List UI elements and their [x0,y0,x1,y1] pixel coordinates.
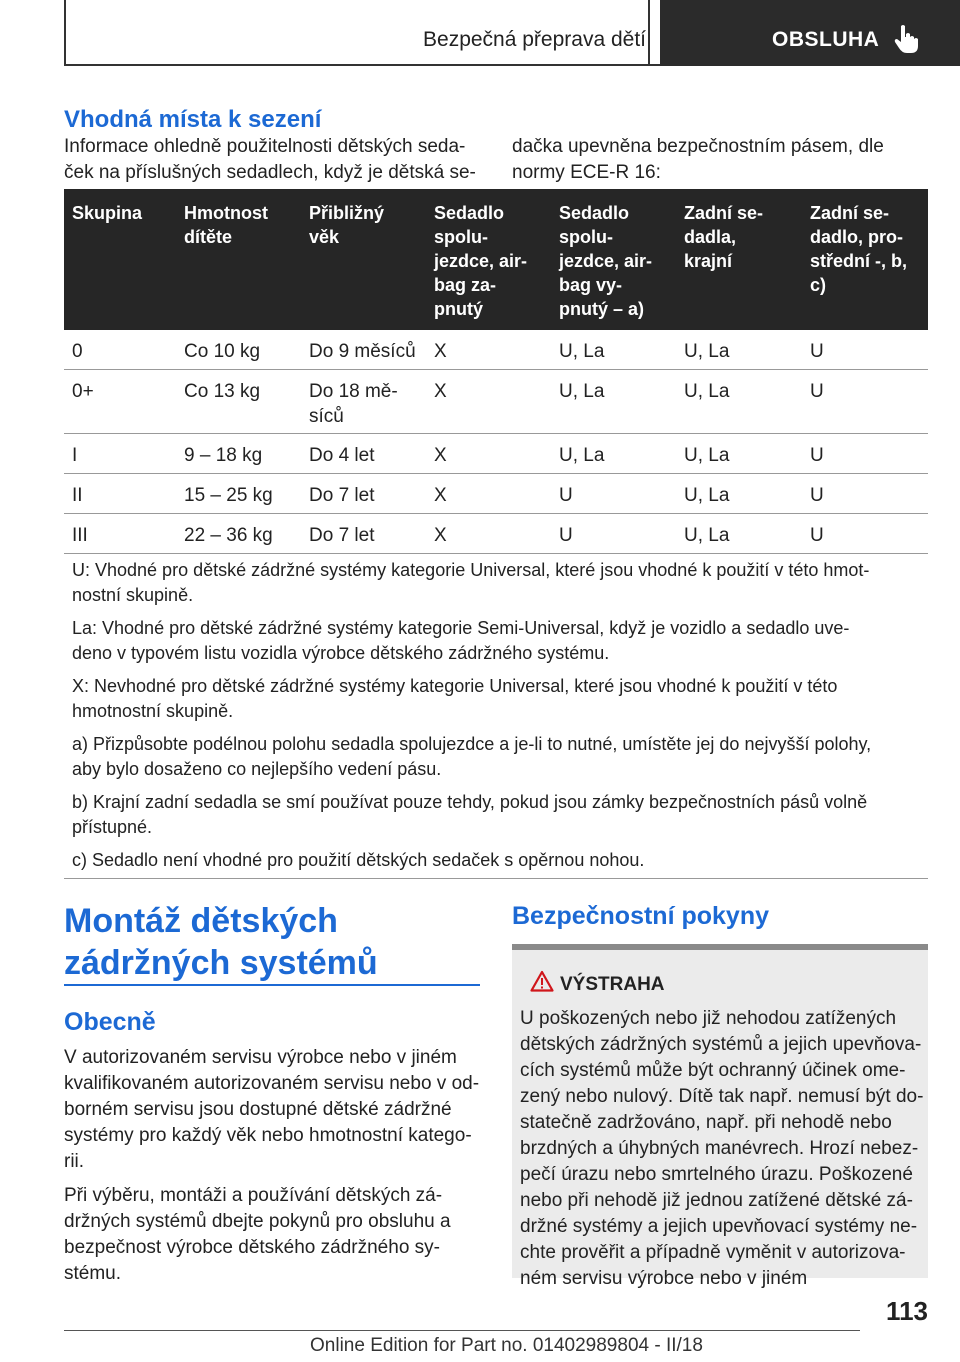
table-cell [434,339,447,364]
cell-text: X [434,381,447,402]
header-line: spolu- [559,227,613,247]
cell-text: II [72,485,83,506]
warning-text [520,1006,924,1292]
table-header-cell [810,201,907,297]
cell-text: X [434,341,447,362]
header-line: Sedadlo [559,203,630,223]
header-line: Skupina [72,203,143,223]
intro-text-left [64,134,504,186]
table-row [64,474,928,514]
table-header-cell [72,201,142,225]
header-line: Sedadlo [434,203,505,223]
text-line: systémy pro každý věk nebo hmotnostní katego- [64,1125,472,1146]
table-row [64,370,928,434]
table-header-cell [184,201,268,249]
footer-rule [64,1330,860,1331]
cell-text: 9 – 18 kg [184,445,263,466]
cell-text: U, La [684,341,730,362]
text-line: V autorizovaném servisu výrobce nebo v jiném [64,1047,457,1068]
warning-triangle-icon [530,970,554,992]
note-line: přístupné. [72,817,153,837]
header-line: dadlo, pro- [810,227,903,247]
text-line: chte prověřit a případně vyměnit v autorizova- [520,1242,906,1263]
cell-text: síců [309,406,344,427]
intro-line: normy ECE-R 16: [512,162,661,183]
cell-text: Co 10 kg [184,341,261,362]
table-cell [309,483,374,508]
table-cell [810,379,824,404]
text-line: dětských zádržných systémů a jejich upevňova- [520,1034,922,1055]
safety-heading: Bezpečnostní pokyny [512,902,769,930]
header-line: bag za- [434,275,497,295]
heading-line: zádržných systémů [64,944,378,982]
table-cell [559,523,573,548]
table-cell [559,443,604,468]
table-cell [72,443,77,468]
header-line: Hmotnost [184,203,268,223]
table-cell [810,523,824,548]
cell-text: 22 – 36 kg [184,525,273,546]
note-item [72,790,928,840]
heading-underline [64,984,480,986]
table-header-cell [684,201,763,273]
table-cell [72,339,83,364]
header-line: střední -, b, [810,251,908,271]
intro-line: ček na příslušných sedadlech, když je dětská se- [64,162,476,183]
table-header-cell [559,201,652,321]
cell-text: U, La [684,525,730,546]
table-cell [434,443,447,468]
note-line: U: Vhodné pro dětské zádržné systémy kategorie Universal, které jsou vhodné k použití v této hmot- [72,560,870,580]
table-cell [434,523,447,548]
cell-text: X [434,485,447,506]
cell-text: Do 18 mě- [309,381,398,402]
paragraph [64,1183,484,1287]
cell-text: 0+ [72,381,94,402]
pointing-hand-icon [894,24,920,54]
text-line: statečně zadržováno, např. při nehodě nebo [520,1112,892,1133]
table-cell [309,379,398,429]
header-line: Zadní se- [810,203,890,223]
warning-box [512,944,928,1289]
cell-text: U, La [559,341,605,362]
header-line: věk [309,227,340,247]
cell-text: U, La [559,381,605,402]
heading-line: Montáž dětských [64,902,338,940]
table-cell [184,339,260,364]
general-subheading: Obecně [64,1008,156,1036]
note-line: nostní skupině. [72,585,194,605]
cell-text: U, La [684,485,730,506]
text-line: nebo při nehodě již jednou zatížené dětské zá- [520,1190,913,1211]
note-item [72,848,928,873]
header-line: c) [810,275,827,295]
cell-text: I [72,445,78,466]
seating-heading: Vhodná místa k sezení [64,106,322,133]
header-line: krajní [684,251,733,271]
header-divider [648,0,650,66]
table-cell [559,483,573,508]
cell-text: Do 9 měsíců [309,341,416,362]
table-cell [309,339,416,364]
paragraph [64,1045,484,1175]
table-cell [810,483,824,508]
cell-text: X [434,445,447,466]
text-line: cích systémů může být ochranný účinek ome- [520,1060,906,1081]
cell-text: U [810,341,824,362]
header-line: dadla, [684,227,737,247]
table-row [64,514,928,554]
cell-text: U, La [684,445,730,466]
table-cell [434,379,447,404]
table-header-cell [309,201,384,249]
text-line: pečí úrazu nebo smrtelného úrazu. Poškozené [520,1164,913,1185]
cell-text: Do 4 let [309,445,375,466]
intro-line: Informace ohledně použitelnosti dětských seda- [64,136,466,157]
chapter-tab[interactable] [660,0,960,66]
text-line: borném servisu jsou dostupné dětské zádržné [64,1099,452,1120]
cell-text: U [810,485,824,506]
header-line: jezdce, air- [559,251,653,271]
header-line: pnutý – a) [559,299,645,319]
cell-text: U [810,525,824,546]
seating-table [64,189,928,554]
intro-line: dačka upevněna bezpečnostním pásem, dle [512,136,884,157]
footer-edition: Online Edition for Part no. 01402989804 - II/18 [310,1335,703,1356]
table-cell [72,483,83,508]
note-line: hmotnostní skupině. [72,701,234,721]
table-cell [684,379,729,404]
table-cell [810,339,824,364]
note-item [72,674,928,724]
table-header [64,189,928,330]
header-line: jezdce, air- [434,251,528,271]
table-header-cell [434,201,527,321]
table-cell [434,483,447,508]
header-line: dítěte [184,227,233,247]
table-cell [184,443,262,468]
intro-text-right [512,134,932,186]
note-item [72,558,928,608]
table-row [64,434,928,474]
text-line: stému. [64,1263,122,1284]
table-cell [184,483,273,508]
cell-text: U, La [559,445,605,466]
cell-text: U [810,445,824,466]
note-line: X: Nevhodné pro dětské zádržné systémy kategorie Universal, které jsou vhodné k použití v této [72,676,838,696]
note-line: c) Sedadlo není vhodné pro použití dětských sedaček s opěrnou nohou. [72,850,645,870]
table-cell [559,379,604,404]
header-line: Přibližný [309,203,385,223]
table-cell [810,443,824,468]
table-cell [559,339,604,364]
cell-text: Do 7 let [309,485,375,506]
text-line: rii. [64,1151,85,1172]
page-number: 113 [886,1296,928,1326]
header-line: Zadní se- [684,203,764,223]
header-line: bag vy- [559,275,623,295]
cell-text: X [434,525,447,546]
note-line: a) Přizpůsobte podélnou polohu sedadla spolujezdce a je-li to nutné, umístěte jej do nejvyšší polohy, [72,734,872,754]
cell-text: U [559,525,573,546]
cell-text: III [72,525,88,546]
cell-text: Co 13 kg [184,381,261,402]
cell-text: Do 7 let [309,525,375,546]
header-line: pnutý [434,299,483,319]
table-cell [684,443,729,468]
text-line: U poškozených nebo již nehodou zatížených [520,1008,897,1029]
text-line: brzdných a úhybných manévrech. Hrozí nebez- [520,1138,919,1159]
text-line: držné systémy a jejich upevňovací systémy ne- [520,1216,918,1237]
cell-text: U [810,381,824,402]
text-line: ném servisu výrobce nebo v jiném [520,1268,808,1289]
note-item [72,616,928,666]
note-line: aby bylo dosaženo co nejlepšího vedení pásu. [72,759,442,779]
text-line: držných systémů dbejte pokynů pro obsluhu a [64,1211,451,1232]
text-line: kvalifikovaném autorizovaném servisu nebo v od- [64,1073,480,1094]
table-cell [684,339,729,364]
general-body [64,1045,484,1295]
text-line: bezpečnost výrobce dětského zádržného sy- [64,1237,440,1258]
cell-text: 15 – 25 kg [184,485,273,506]
table-cell [309,523,374,548]
table-row [64,330,928,370]
note-line: La: Vhodné pro dětské zádržné systémy kategorie Semi-Universal, když je vozidlo a sedadlo uve- [72,618,850,638]
warning-title: VÝSTRAHA [560,974,665,995]
section-title: Bezpečná přeprava dětí [423,28,646,51]
cell-text: 0 [72,341,83,362]
cell-text: U, La [684,381,730,402]
header-line: spolu- [434,227,488,247]
table-cell [684,483,729,508]
table-cell [184,523,273,548]
installation-heading [64,900,484,984]
chapter-tab-label: OBSLUHA [772,28,880,51]
note-line: b) Krajní zadní sedadla se smí používat pouze tehdy, pokud jsou zámky bezpečnostních pásů volně [72,792,868,812]
text-line: Při výběru, montáži a používání dětských zá- [64,1185,443,1206]
table-body [64,330,928,554]
cell-text: U [559,485,573,506]
text-line: zený nebo nulový. Dítě tak např. nemusí být do- [520,1086,924,1107]
table-cell [72,379,94,404]
table-notes [72,558,928,881]
note-line: deno v typovém listu vozidla výrobce dětského zádržného systému. [72,643,610,663]
table-cell [684,523,729,548]
note-item [72,732,928,782]
divider [64,878,928,879]
table-cell [309,443,374,468]
table-cell [72,523,88,548]
table-cell [184,379,260,404]
